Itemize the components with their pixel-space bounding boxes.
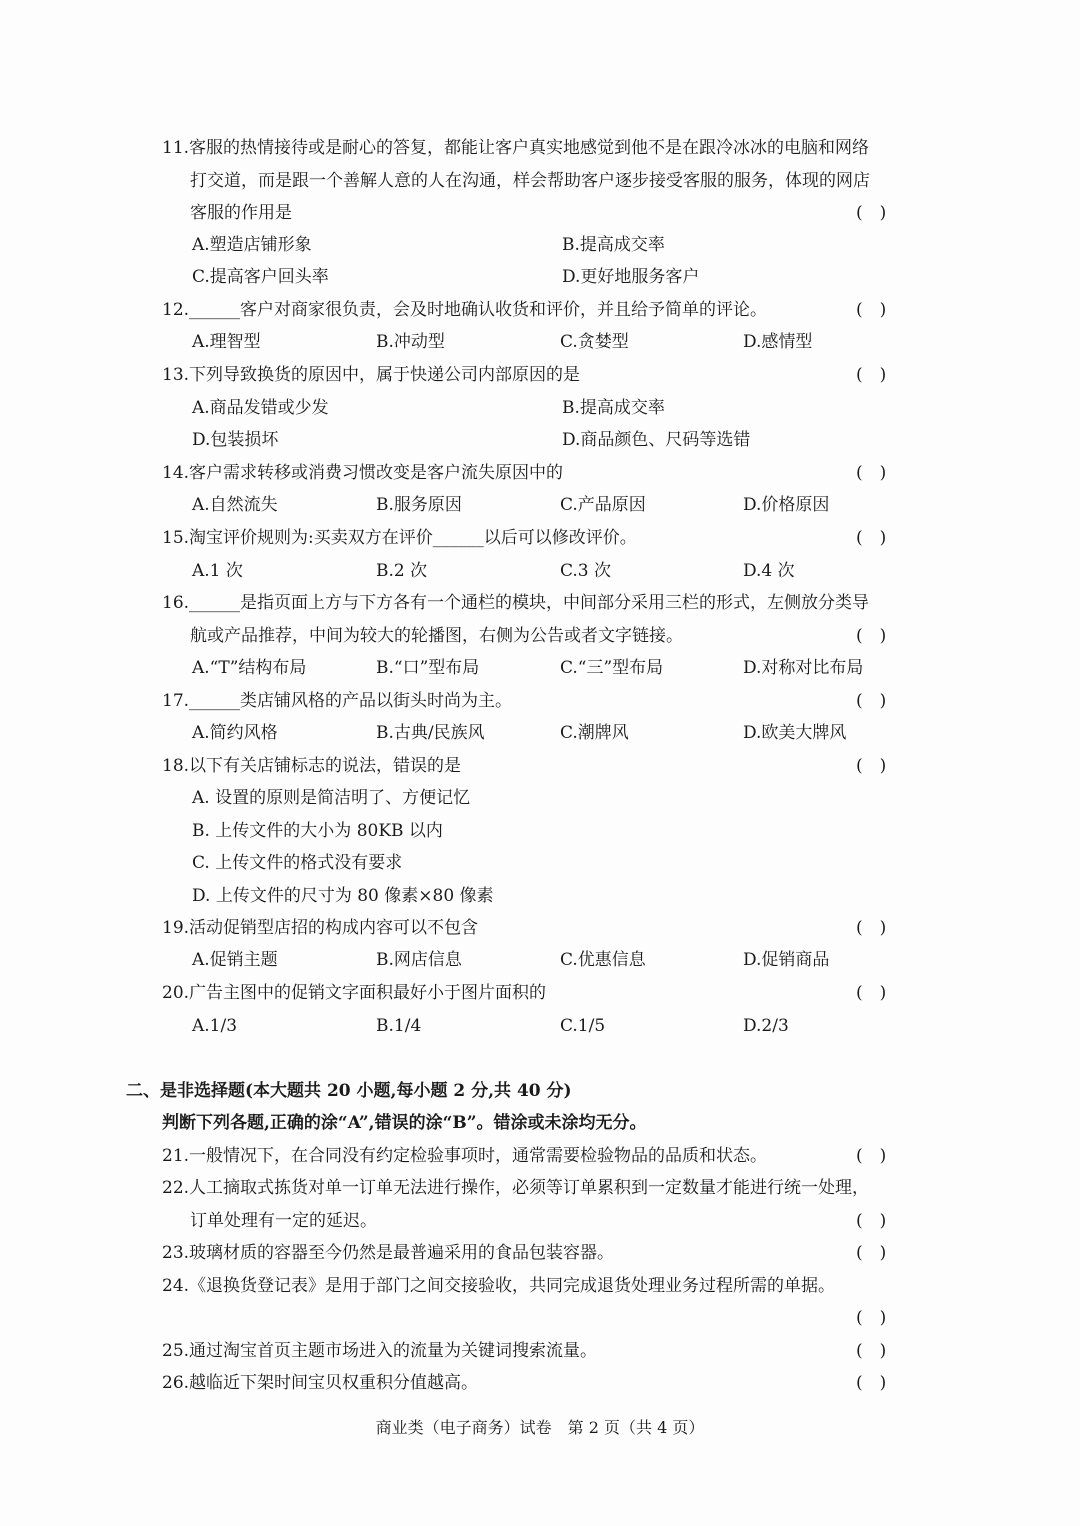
section-2-instruction: 判断下列各题,正确的涂“A”,错误的涂“B”。错涂或未涂均无分。 bbox=[162, 1113, 647, 1133]
q18-line: 18.以下有关店铺标志的说法，错误的是 bbox=[162, 756, 462, 776]
q21-line: 21.一般情况下，在合同没有约定检验事项时，通常需要检验物品的品质和状态。 bbox=[162, 1146, 768, 1166]
q11-line-2: 打交道，而是跟一个善解人意的人在沟通，样会帮助客户逐步接受客服的服务，体现的网店 bbox=[190, 171, 870, 191]
q12-option-a: A.理智型 bbox=[192, 332, 261, 352]
q20-answer-blank[interactable]: ( ) bbox=[856, 983, 887, 1003]
q19-line: 19.活动促销型店招的构成内容可以不包含 bbox=[162, 918, 479, 938]
q17-answer-blank[interactable]: ( ) bbox=[856, 691, 887, 711]
q11-option-c: C.提高客户回头率 bbox=[192, 267, 329, 287]
q12-line: 12.______客户对商家很负责，会及时地确认收货和评价，并且给予简单的评论。 bbox=[162, 300, 768, 320]
q13-option-a: A.商品发错或少发 bbox=[192, 398, 329, 418]
section-2-heading: 二、是非选择题(本大题共 20 小题,每小题 2 分,共 40 分) bbox=[126, 1081, 572, 1101]
q15-answer-blank[interactable]: ( ) bbox=[856, 528, 887, 548]
q17-line: 17.______类店铺风格的产品以街头时尚为主。 bbox=[162, 691, 513, 711]
q15-option-a: A.1 次 bbox=[192, 561, 243, 581]
q19-option-d: D.促销商品 bbox=[743, 950, 830, 970]
q21-answer-blank[interactable]: ( ) bbox=[856, 1146, 887, 1166]
q17-option-c: C.潮牌风 bbox=[560, 723, 629, 743]
q11-line-1: 11.客服的热情接待或是耐心的答复，都能让客户真实地感觉到他不是在跟冷冰冰的电脑和网络 bbox=[162, 138, 870, 158]
q16-option-d: D.对称对比布局 bbox=[743, 658, 864, 678]
q13-option-d: D.商品颜色、尺码等选错 bbox=[562, 430, 751, 450]
q22-answer-blank[interactable]: ( ) bbox=[856, 1211, 887, 1231]
page-footer: 商业类（电子商务）试卷 第 2 页（共 4 页） bbox=[375, 1418, 705, 1437]
q18-option-b: B. 上传文件的大小为 80KB 以内 bbox=[192, 821, 443, 841]
q26-answer-blank[interactable]: ( ) bbox=[856, 1373, 887, 1393]
q11-option-a: A.塑造店铺形象 bbox=[192, 235, 312, 255]
q25-answer-blank[interactable]: ( ) bbox=[856, 1341, 887, 1361]
q26-line: 26.越临近下架时间宝贝权重积分值越高。 bbox=[162, 1373, 479, 1393]
q16-answer-blank[interactable]: ( ) bbox=[856, 626, 887, 646]
q14-option-c: C.产品原因 bbox=[560, 495, 646, 515]
q12-option-b: B.冲动型 bbox=[376, 332, 445, 352]
q22-line-1: 22.人工摘取式拣货对单一订单无法进行操作，必须等订单累积到一定数量才能进行统一处理， bbox=[162, 1178, 870, 1198]
q23-answer-blank[interactable]: ( ) bbox=[856, 1243, 887, 1263]
q11-line-3: 客服的作用是 bbox=[190, 203, 292, 223]
q22-line-2: 订单处理有一定的延迟。 bbox=[190, 1211, 377, 1231]
q14-option-b: B.服务原因 bbox=[376, 495, 462, 515]
q24-answer-blank[interactable]: ( ) bbox=[856, 1308, 887, 1328]
q14-option-d: D.价格原因 bbox=[743, 495, 830, 515]
q20-option-d: D.2/3 bbox=[743, 1016, 789, 1036]
q15-option-c: C.3 次 bbox=[560, 561, 612, 581]
q12-option-c: C.贪婪型 bbox=[560, 332, 629, 352]
q17-option-b: B.古典/民族风 bbox=[376, 723, 485, 743]
q18-answer-blank[interactable]: ( ) bbox=[856, 756, 887, 776]
q16-line-1: 16.______是指页面上方与下方各有一个通栏的模块，中间部分采用三栏的形式，左侧放分类导 bbox=[162, 593, 870, 613]
q19-answer-blank[interactable]: ( ) bbox=[856, 918, 887, 938]
q20-option-a: A.1/3 bbox=[192, 1016, 238, 1036]
q15-option-d: D.4 次 bbox=[743, 561, 795, 581]
q20-option-b: B.1/4 bbox=[376, 1016, 422, 1036]
q13-line: 13.下列导致换货的原因中，属于快递公司内部原因的是 bbox=[162, 365, 581, 385]
q11-option-d: D.更好地服务客户 bbox=[562, 267, 700, 287]
q16-option-a: A.“T”结构布局 bbox=[192, 658, 307, 678]
q13-option-c: D.包装损坏 bbox=[192, 430, 279, 450]
q12-option-d: D.感情型 bbox=[743, 332, 813, 352]
q18-option-c: C. 上传文件的格式没有要求 bbox=[192, 853, 403, 873]
q11-option-b: B.提高成交率 bbox=[562, 235, 665, 255]
q16-line-2: 航或产品推荐，中间为较大的轮播图，右侧为公告或者文字链接。 bbox=[190, 626, 683, 646]
q19-option-b: B.网店信息 bbox=[376, 950, 462, 970]
q14-line: 14.客户需求转移或消费习惯改变是客户流失原因中的 bbox=[162, 463, 564, 483]
q14-option-a: A.自然流失 bbox=[192, 495, 278, 515]
q18-option-a: A. 设置的原则是简洁明了、方便记忆 bbox=[192, 788, 471, 808]
q23-line: 23.玻璃材质的容器至今仍然是最普遍采用的食品包装容器。 bbox=[162, 1243, 615, 1263]
q12-answer-blank[interactable]: ( ) bbox=[856, 300, 887, 320]
q16-option-c: C.“三”型布局 bbox=[560, 658, 664, 678]
q18-option-d: D. 上传文件的尺寸为 80 像素×80 像素 bbox=[192, 886, 494, 906]
q20-line: 20.广告主图中的促销文字面积最好小于图片面积的 bbox=[162, 983, 547, 1003]
q17-option-d: D.欧美大牌风 bbox=[743, 723, 847, 743]
q19-option-a: A.促销主题 bbox=[192, 950, 278, 970]
q20-option-c: C.1/5 bbox=[560, 1016, 606, 1036]
q14-answer-blank[interactable]: ( ) bbox=[856, 463, 887, 483]
q13-option-b: B.提高成交率 bbox=[562, 398, 665, 418]
q17-option-a: A.简约风格 bbox=[192, 723, 278, 743]
q16-option-b: B.“口”型布局 bbox=[376, 658, 480, 678]
q15-option-b: B.2 次 bbox=[376, 561, 428, 581]
q19-option-c: C.优惠信息 bbox=[560, 950, 646, 970]
q15-line: 15.淘宝评价规则为:买卖双方在评价______以后可以修改评价。 bbox=[162, 528, 637, 548]
q11-answer-blank[interactable]: ( ) bbox=[856, 203, 887, 223]
q24-line: 24.《退换货登记表》是用于部门之间交接验收，共同完成退货处理业务过程所需的单据。 bbox=[162, 1276, 836, 1296]
q13-answer-blank[interactable]: ( ) bbox=[856, 365, 887, 385]
q25-line: 25.通过淘宝首页主题市场进入的流量为关键词搜索流量。 bbox=[162, 1341, 598, 1361]
